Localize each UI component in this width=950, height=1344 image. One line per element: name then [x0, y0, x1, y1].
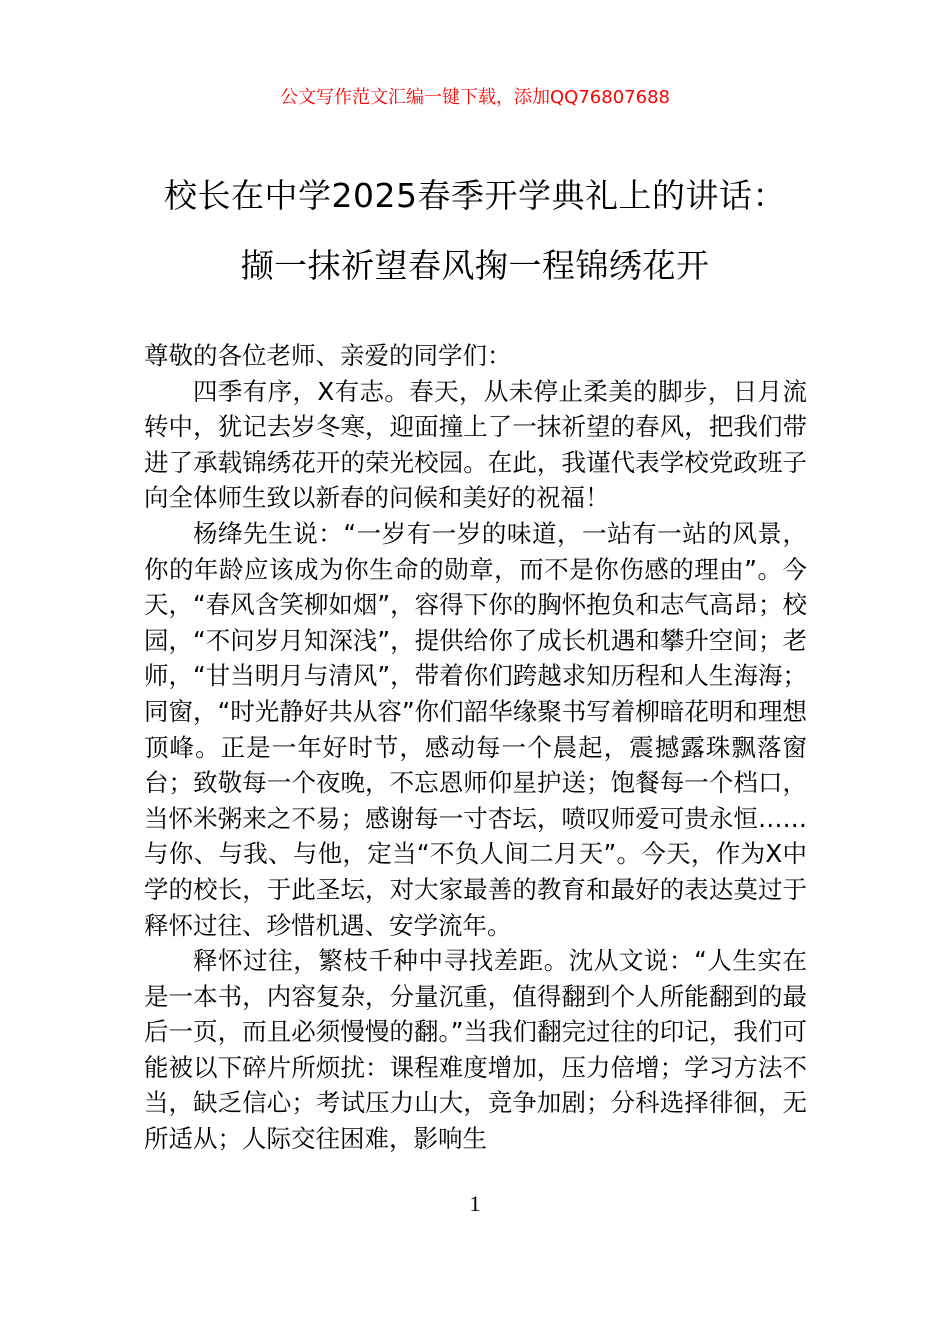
promo-banner: 公文写作范文汇编一键下载，添加QQ76807688 [280, 87, 670, 108]
paragraph: 释怀过往，繁枝千种中寻找差距。沈从文说：“人生实在是一本书，内容复杂，分量沉重，值得翻到个人所能翻到的最后一页，而且必须慢慢的翻。”当我们翻完过往的印记，我们可能被以下碎片所烦扰：课程难度增加，压力倍增；学习方法不当，缺乏信心；考试压力山大，竞争加剧；分科选择徘徊，无所适从；人际交往困难，影响生 [144, 946, 807, 1154]
document-body [144, 338, 807, 1157]
page-number: 1 [469, 1191, 481, 1216]
document-title-line-2: 撷一抹祈望春风掬一程锦绣花开 [240, 246, 710, 285]
document-title-line-1: 校长在中学2025春季开学典礼上的讲话： [164, 176, 786, 215]
paragraph: 杨绛先生说：“一岁有一岁的味道，一站有一站的风景，你的年龄应该成为你生命的勋章，而不是你伤感的理由”。今天，“春风含笑柳如烟”，容得下你的胸怀抱负和志气高昂；校园，“不问岁月知深浅”，提供给你了成长机遇和攀升空间；老师，“甘当明月与清风”，带着你们跨越求知历程和人生海海；同窗，“时光静好共从容”你们韶华缘聚书写着柳暗花明和理想顶峰。正是一年好时节，感动每一个晨起，震撼露珠飘落窗台；致敬每一个夜晚，不忘恩师仰星护送；饱餐每一个档口，当怀米粥来之不易；感谢每一寸杏坛，喷叹师爱可贵永恒……与你、与我、与他，定当“不负人间二月天”。今天，作为X中学的校长，于此圣坛，对大家最善的教育和最好的表达莫过于释怀过往、珍惜机遇、安学流年。 [144, 518, 807, 940]
salutation: 尊敬的各位老师、亲爱的同学们： [144, 341, 512, 370]
paragraph: 四季有序，X有志。春天，从未停止柔美的脚步，日月流转中，犹记去岁冬寒，迎面撞上了一抹祈望的春风，把我们带进了承载锦绣花开的荣光校园。在此，我谨代表学校党政班子向全体师生致以新春的问候和美好的祝福！ [144, 376, 807, 513]
